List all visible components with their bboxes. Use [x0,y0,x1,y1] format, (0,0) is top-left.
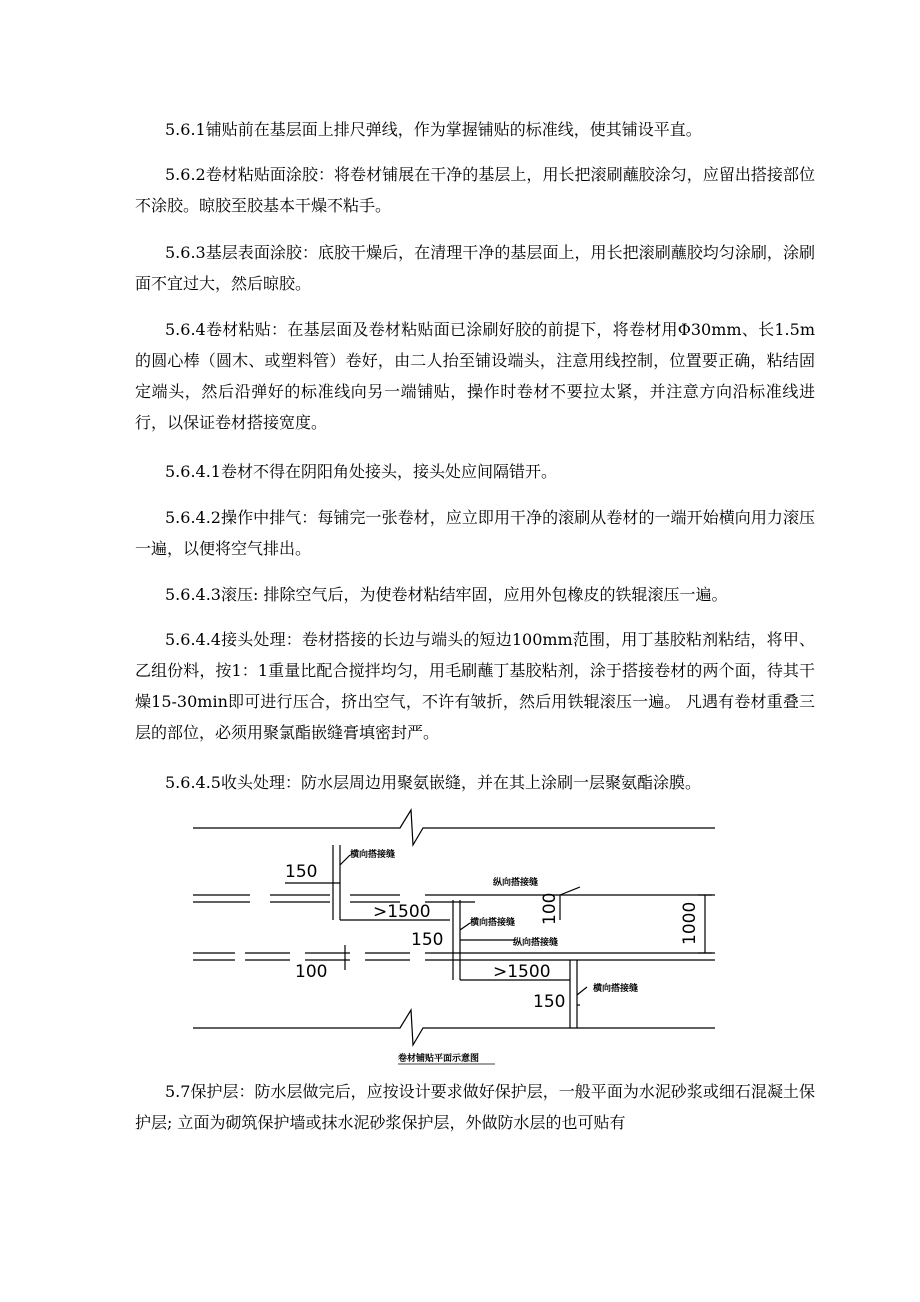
dim-150-top: 150 [285,862,318,882]
diagram-caption: 卷材铺贴平面示意图 [398,1054,480,1064]
label-transverse-seam-bottom: 横向搭接缝 [593,984,639,994]
label-longitudinal-seam-top: 纵向搭接缝 [493,878,539,888]
dim-1000: 1000 [680,901,700,945]
paragraph-5-6-3: 5.6.3基层表面涂胶：底胶干燥后，在清理干净的基层面上，用长把滚刷蘸胶均匀涂刷，涂刷面不宜过大，然后晾胶。 [135,243,815,293]
top-boundary-line [193,810,715,845]
dim-1500-top: >1500 [373,902,431,922]
paragraph-5-6-4-4: 5.6.4.4接头处理：卷材搭接的长边与端头的短边100mm范围，用丁基胶粘剂粘结，将甲、乙组份料，按1：1重量比配合搅拌均匀，用毛刷蘸丁基胶粘剂，涂于搭接卷材的两个面，待其干燥15-30min即可进行压合，挤出空气，不许有皱折，然后用铁辊滚压一遍。 凡遇有卷材重叠三层的部位，必须用聚氯酯嵌缝膏填密封严。 [135,630,815,742]
paragraph-5-6-2: 5.6.2卷材粘贴面涂胶：将卷材铺展在干净的基层上，用长把滚刷蘸胶涂匀，应留出搭接部位不涂胶。晾胶至胶基本干燥不粘手。 [135,165,815,215]
label-transverse-seam-middle: 横向搭接缝 [470,918,516,928]
paragraph-5-7: 5.7保护层：防水层做完后，应按设计要求做好保护层，一般平面为水泥砂浆或细石混凝土保护层; 立面为砌筑保护墙或抹水泥砂浆保护层，外做防水层的也可贴有 [135,1082,815,1132]
dim-1500-bottom: >1500 [493,962,551,982]
dim-100-horizontal: 100 [295,962,328,982]
membrane-layout-diagram [185,805,725,1070]
paragraph-5-6-1: 5.6.1铺贴前在基层面上排尺弹线，作为掌握铺贴的标准线，使其铺设平直。 [165,120,702,139]
lower-dashed-seam [193,953,715,960]
dim-150-bottom: 150 [533,992,566,1012]
paragraph-5-6-4-3: 5.6.4.3滚压: 排除空气后，为使卷材粘结牢固，应用外包橡皮的铁辊滚压一遍。 [165,585,728,604]
bottom-boundary-line [193,1010,715,1045]
label-transverse-seam-top: 横向搭接缝 [350,850,396,860]
dim-150-middle: 150 [411,930,444,950]
paragraph-5-6-4-2: 5.6.4.2操作中排气：每铺完一张卷材，应立即用干净的滚刷从卷材的一端开始横向用力滚压一遍，以便将空气排出。 [135,508,815,558]
paragraph-5-6-4-1: 5.6.4.1卷材不得在阴阳角处接头，接头处应间隔错开。 [165,462,557,481]
paragraph-5-6-4: 5.6.4卷材粘贴：在基层面及卷材粘贴面已涂刷好胶的前提下，将卷材用Φ30mm、长1.5m的圆心棒（圆木、或塑料管）卷好，由二人抬至铺设端头，注意用线控制，位置要正确，粘结固定端头，然后沿弹好的标准线向另一端铺贴，操作时卷材不要拉太紧，并注意方向沿标准线进行，以保证卷材搭接宽度。 [135,320,815,432]
dim-100-vertical: 100 [540,892,560,925]
paragraph-5-6-4-5: 5.6.4.5收头处理：防水层周边用聚氨嵌缝，并在其上涂刷一层聚氨酯涂膜。 [165,773,701,792]
label-longitudinal-seam-middle: 纵向搭接缝 [513,938,559,948]
upper-dashed-seam [193,895,715,902]
